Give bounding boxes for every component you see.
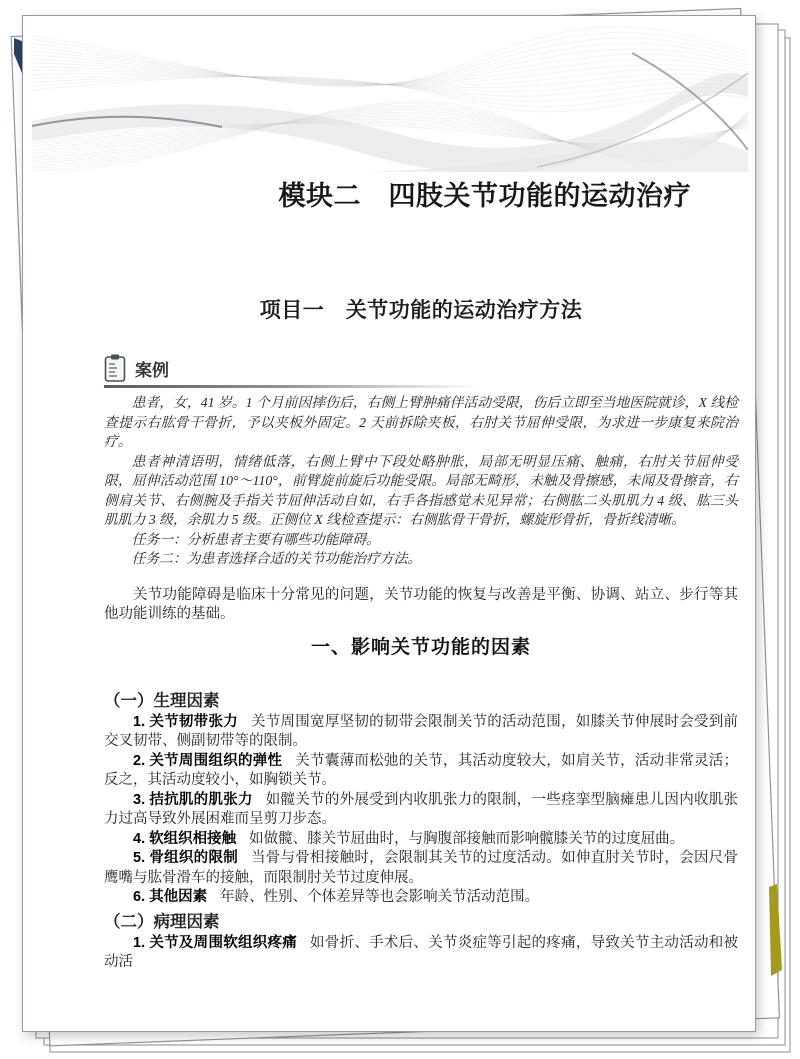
section-title: 项目一 关节功能的运动治疗方法	[259, 299, 583, 322]
factor-item	[104, 713, 738, 752]
factors-heading: 一、影响关节功能的因素	[310, 636, 531, 658]
item-text: 关节周围宽厚坚韧的韧带会限制关节的活动范围，如膝关节伸展时会受到前交叉韧带、侧副韧带等的限制。	[104, 713, 738, 749]
item-label: 3. 拮抗肌的肌张力	[133, 791, 253, 808]
case-body	[104, 393, 738, 569]
case-label: 案例	[135, 360, 169, 380]
item-text: 关节囊薄而松弛的关节，其活动度较大，如肩关节，活动非常灵活；反之，其活动度较小，如胸锁关节。	[104, 752, 738, 788]
factor-item	[104, 934, 738, 973]
case-task: 任务一：分析患者主要有哪些功能障碍。	[131, 531, 380, 547]
subheading-physiology: （一）生理因素	[104, 691, 220, 710]
item-label: 6. 其他因素	[133, 889, 208, 905]
item-text: 如髋关节的外展受到内收肌张力的限制，一些痉挛型脑瘫患儿因内收肌张力过高导致外展困难而呈剪刀步态。	[104, 791, 738, 827]
item-text: 当骨与骨相接触时，会限制其关节的过度活动。如伸直肘关节时，会因尺骨鹰嘴与肱骨滑车的接触，而限制肘关节过度伸展。	[104, 850, 738, 886]
pathology-items	[104, 934, 738, 973]
item-text: 如做髋、膝关节屈曲时，与胸腹部接触而影响髋膝关节的过度屈曲。	[249, 830, 685, 847]
intro-paragraph: 关节功能障碍是临床十分常见的问题，关节功能的恢复与改善是平衡、协调、站立、步行等其他功能训练的基础。	[104, 586, 738, 622]
module-title: 模块二 四肢关节功能的运动治疗	[278, 181, 691, 211]
item-text: 如骨折、手术后、关节炎症等引起的疼痛，导致关节主动活动和被动活	[104, 934, 738, 970]
case-paragraph: 患者，女，41 岁。1 个月前因摔伤后，右侧上臂肿痛伴活动受限，伤后立即至当地医院就诊，X 线检查提示右肱骨干骨折，予以夹板外固定。2 天前拆除夹板，右肘关节屈伸受限，为求进一步康复来院治疗。	[104, 395, 738, 449]
item-label: 1. 关节韧带张力	[133, 713, 238, 730]
page-content	[104, 176, 738, 973]
physiology-items	[104, 713, 738, 908]
factor-item	[104, 752, 738, 791]
case-divider	[104, 385, 494, 388]
case-paragraph: 患者神清语明，情绪低落，右侧上臂中下段处略肿胀，局部无明显压痛、触痛，右肘关节屈伸受限，屈伸活动范围 10°～110°，前臂旋前旋后功能受限。局部无畸形，未触及骨擦感，未闻及骨擦音，右侧肩关节、右侧腕及手指关节屈伸活动自如，右手各指感觉未见异常；右侧肱二头肌肌力 4 级、肱三头肌肌力 3 级，余肌力 5 级。正侧位 X 线检查提示：右侧肱骨干骨折，螺旋形骨折，骨折线清晰。	[104, 453, 738, 527]
case-header	[104, 353, 738, 383]
item-label: 5. 骨组织的限制	[133, 850, 238, 866]
item-label: 4. 软组织相接触	[133, 830, 237, 847]
main-page	[22, 15, 756, 1032]
item-label: 2. 关节周围组织的弹性	[133, 752, 283, 769]
factor-item	[104, 830, 738, 850]
subheading-pathology: （二）病理因素	[104, 912, 220, 931]
item-label: 1. 关节及周围软组织疼痛	[133, 934, 298, 951]
factor-item	[104, 849, 738, 888]
decorative-wave-header	[32, 25, 748, 172]
factor-item	[104, 888, 738, 908]
case-task: 任务二：为患者选择合适的关节功能治疗方法。	[131, 551, 422, 566]
item-text: 年龄、性别、个体差异等也会影响关节活动范围。	[220, 889, 540, 905]
factor-item	[104, 791, 738, 830]
clipboard-icon	[104, 354, 126, 382]
